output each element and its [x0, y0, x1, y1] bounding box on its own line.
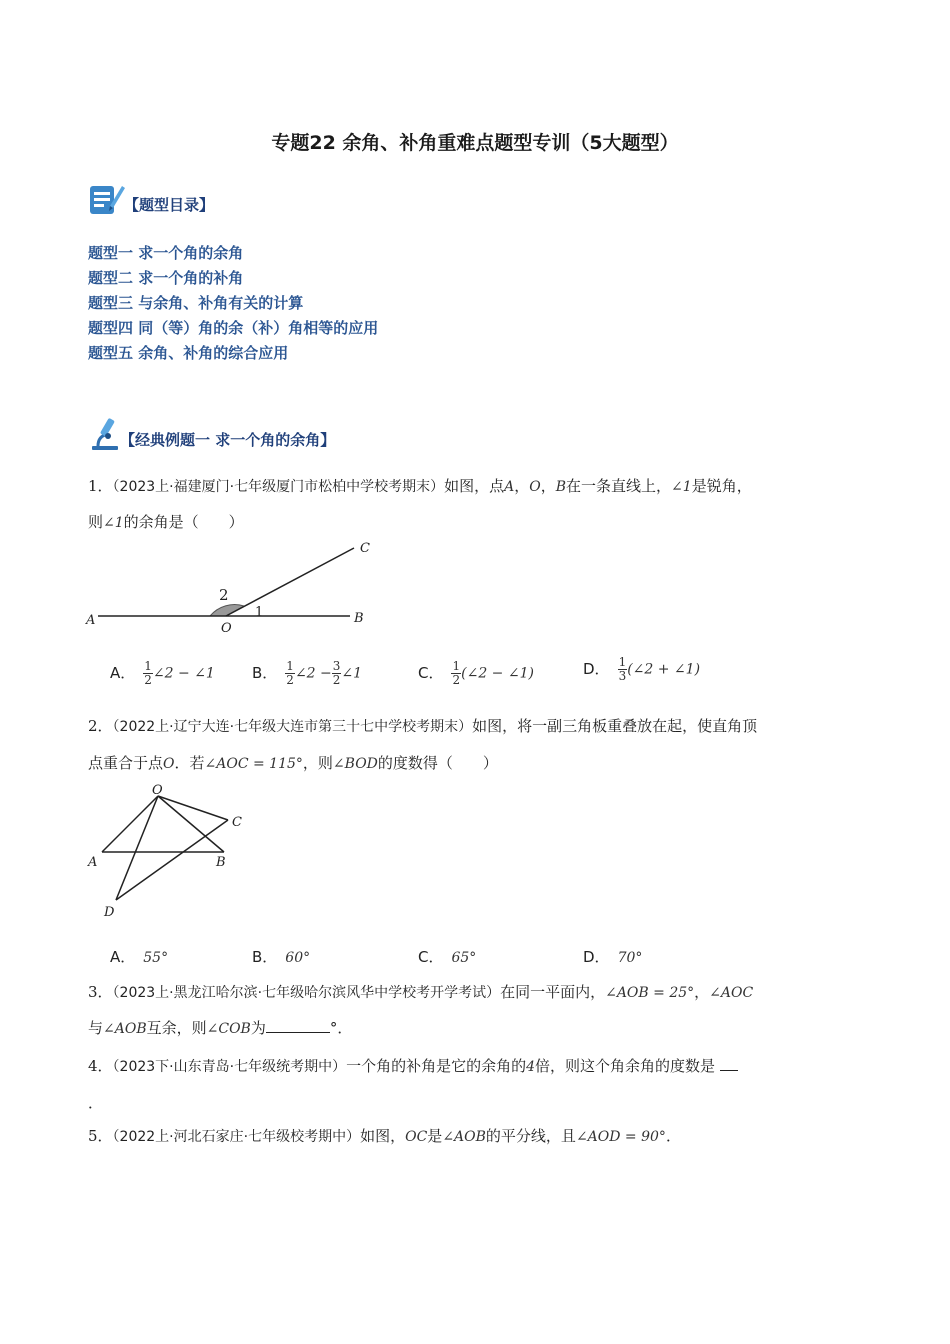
- example-heading: 【经典例题一 求一个角的余角】: [120, 431, 336, 449]
- toc-item[interactable]: 题型五 余角、补角的综合应用: [88, 344, 289, 362]
- question-source: （2023上·福建厦门·七年级厦门市松柏中学校考期末）: [112, 479, 445, 495]
- question-number: 2．: [88, 717, 113, 735]
- toc-item[interactable]: 题型四 同（等）角的余（补）角相等的应用: [88, 319, 379, 337]
- question-source: （2022上·辽宁大连·七年级大连市第三十七中学校考期末）: [112, 719, 473, 735]
- question-1: 1．（2023上·福建厦门·七年级厦门市松柏中学校考期末）如图，点A，O，B在一条直线上，∠1是锐角，: [88, 477, 752, 495]
- label-D: D: [104, 905, 115, 920]
- option-b[interactable]: B． 60°: [252, 948, 311, 966]
- option-d[interactable]: D． 70°: [583, 948, 643, 966]
- label-A: A: [86, 613, 96, 628]
- question-source: （2023上·黑龙江哈尔滨·七年级哈尔滨风华中学校考开学考试）: [112, 985, 501, 1001]
- question-3: 3．（2023上·黑龙江哈尔滨·七年级哈尔滨风华中学校考开学考试）在同一平面内，∠AOB = 25°，∠AOC: [88, 983, 754, 1001]
- answer-blank[interactable]: [266, 1018, 330, 1033]
- option-c[interactable]: C． 65°: [418, 948, 477, 966]
- label-C: C: [360, 541, 370, 556]
- option-a[interactable]: A． 55°: [110, 948, 169, 966]
- label-B: B: [354, 611, 364, 626]
- toc-item[interactable]: 题型一 求一个角的余角: [88, 244, 244, 262]
- toc-heading: 【题型目录】: [124, 196, 215, 214]
- question-4-line2: ．: [88, 1094, 104, 1112]
- question-number: 3．: [88, 983, 113, 1001]
- question-2: 2．（2022上·辽宁大连·七年级大连市第三十七中学校考期末）如图，将一副三角板重叠放在起，使直角顶: [88, 717, 758, 735]
- label-B: B: [216, 855, 226, 870]
- toc-item[interactable]: 题型三 与余角、补角有关的计算: [88, 294, 304, 312]
- question-1-line2: 则∠1的余角是（ ）: [88, 513, 244, 531]
- question-number: 1．: [88, 477, 113, 495]
- option-d[interactable]: D． $\frac{1}{3}$ (∠2 + ∠1): [583, 655, 701, 683]
- notepad-icon: [88, 180, 126, 216]
- label-A: A: [88, 855, 98, 870]
- question-2-line2: 点重合于点O．若∠AOC = 115°，则∠BOD的度数得（ ）: [88, 754, 498, 772]
- question-4: 4．（2023下·山东青岛·七年级统考期中）一个角的补角是它的余角的4倍，则这个角余角的度数是: [88, 1056, 868, 1077]
- page-title: 专题22 余角、补角重难点题型专训（5大题型）: [271, 132, 679, 154]
- option-c[interactable]: C． $\frac{1}{2}$ (∠2 − ∠1): [418, 659, 534, 687]
- answer-blank[interactable]: [720, 1056, 738, 1071]
- figure-q1: [84, 536, 374, 636]
- label-angle1: 1: [255, 605, 264, 620]
- figure-q2: [84, 780, 264, 925]
- question-5: 5．（2022上·河北石家庄·七年级校考期中）如图，OC是∠AOB的平分线，且∠AOD = 90°．: [88, 1127, 681, 1145]
- label-O: O: [221, 621, 232, 636]
- question-3-line2: 与∠AOB互余，则∠COB为 °．: [88, 1019, 353, 1037]
- option-b[interactable]: B． $\frac{1}{2}$ ∠2 − $\frac{3}{2}$ ∠1: [252, 659, 363, 687]
- ray-OC: [226, 548, 354, 616]
- question-number: 5．: [88, 1127, 113, 1145]
- microscope-icon: [88, 414, 124, 452]
- label-O: O: [152, 783, 163, 798]
- option-a[interactable]: A． $\frac{1}{2}$ ∠2 − ∠1: [110, 659, 215, 687]
- question-number: 4．: [88, 1057, 113, 1075]
- question-source: （2023下·山东青岛·七年级统考期中）: [112, 1059, 347, 1075]
- toc-item[interactable]: 题型二 求一个角的补角: [88, 269, 244, 287]
- question-source: （2022上·河北石家庄·七年级校考期中）: [112, 1129, 361, 1145]
- label-angle2: 2: [219, 586, 229, 604]
- label-C: C: [232, 815, 242, 830]
